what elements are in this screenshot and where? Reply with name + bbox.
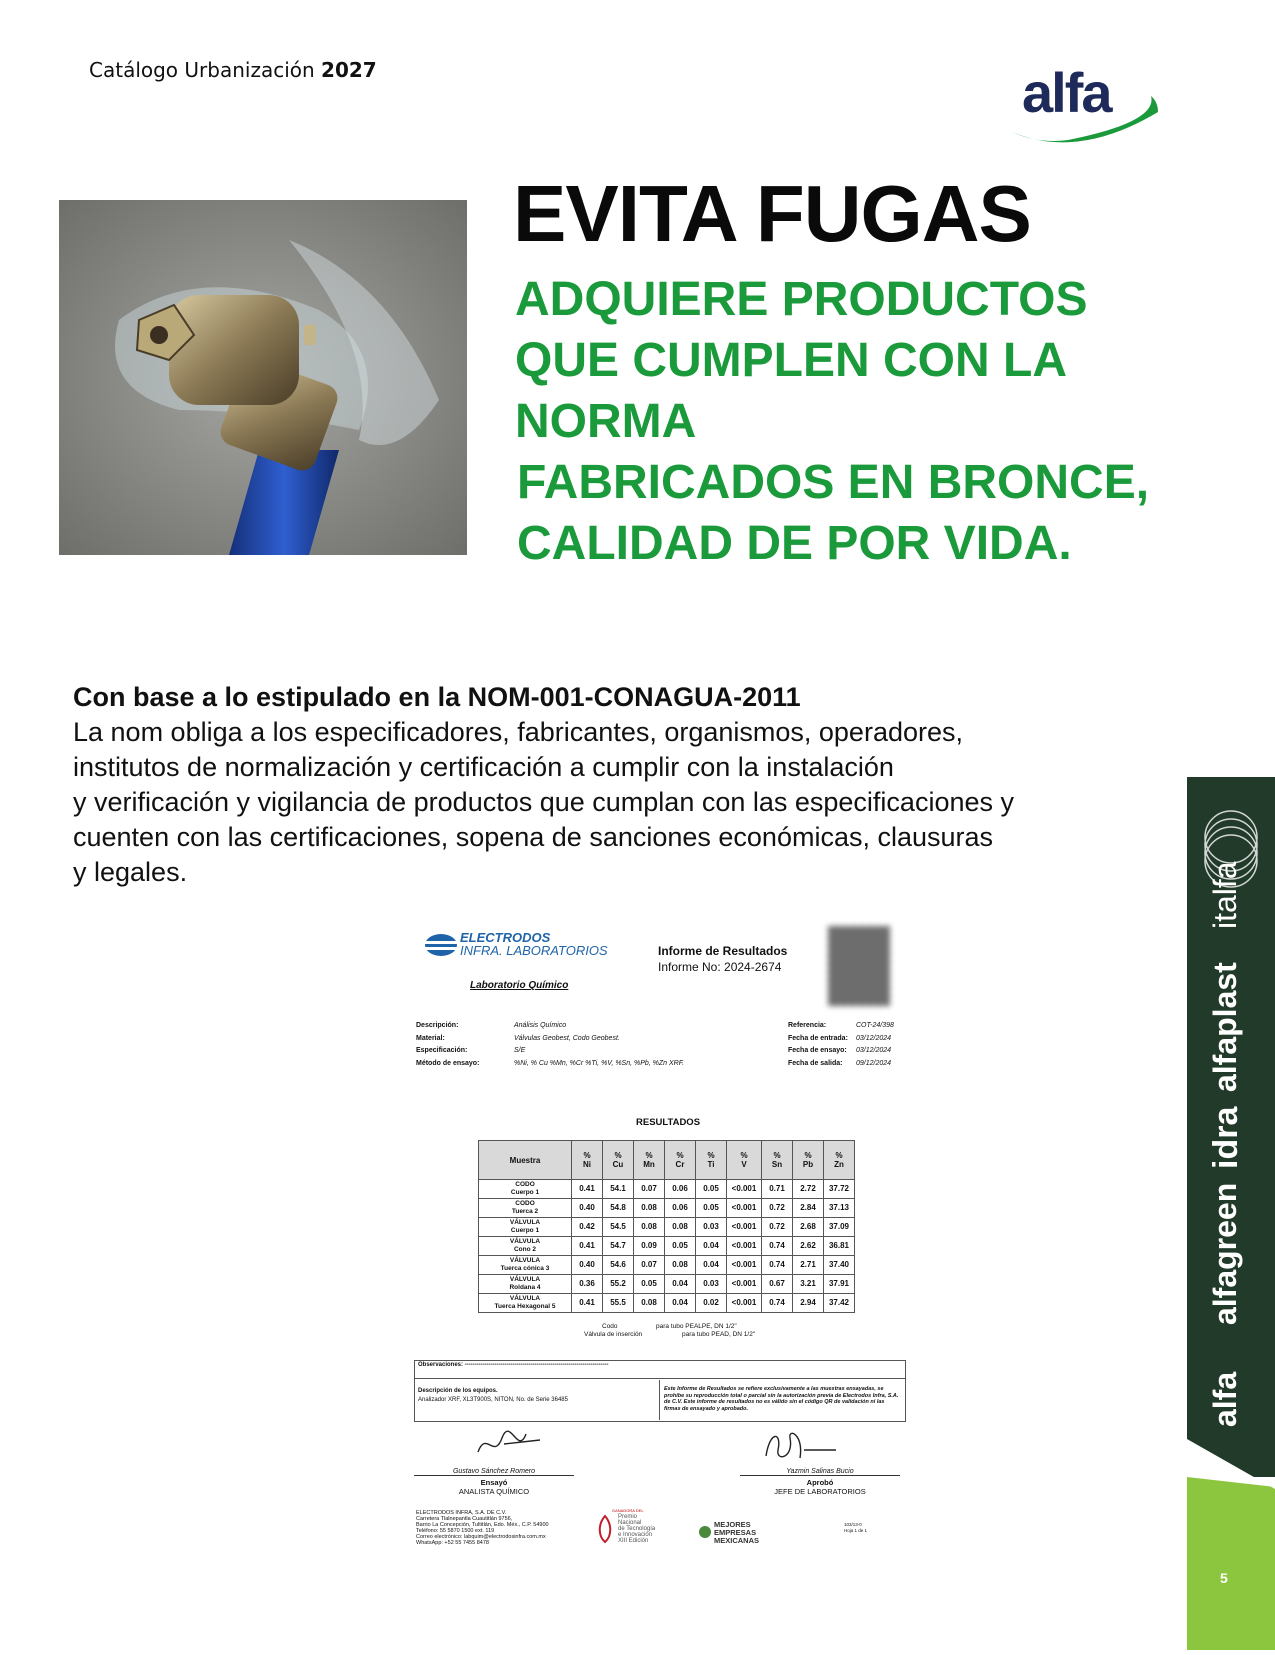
report-number: Informe No: 2024-2674: [658, 960, 782, 974]
meta-key: Descripción:: [416, 1022, 459, 1029]
result-value-cell: <0.001: [727, 1275, 762, 1294]
result-value-cell: 0.05: [665, 1237, 696, 1256]
sample-name-cell: CODO Tuerca 2: [479, 1199, 572, 1218]
signature-block-right: [740, 1468, 900, 1496]
award-line: Premio: [618, 1514, 638, 1520]
results-header-cell: Muestra: [479, 1141, 572, 1180]
results-title: RESULTADOS: [636, 1117, 701, 1128]
brand-alfaplast: alfaplast: [1207, 962, 1243, 1092]
lab-logo-mark: [424, 932, 458, 958]
result-value-cell: 0.41: [572, 1180, 603, 1199]
result-value-cell: <0.001: [727, 1199, 762, 1218]
results-row: [479, 1218, 855, 1237]
signer-role: Ensayó: [480, 1478, 508, 1487]
meta-value: 09/12/2024: [856, 1059, 892, 1067]
result-value-cell: 0.08: [634, 1294, 665, 1313]
result-value-cell: 0.41: [572, 1294, 603, 1313]
results-row: [479, 1199, 855, 1218]
result-value-cell: 3.21: [793, 1275, 824, 1294]
result-value-cell: 2.84: [793, 1199, 824, 1218]
results-body: [479, 1180, 855, 1313]
result-value-cell: 54.6: [603, 1256, 634, 1275]
note-valvula-desc: para tubo PEAD, DN 1/2": [682, 1331, 756, 1338]
result-value-cell: 36.81: [824, 1237, 855, 1256]
result-value-cell: 54.5: [603, 1218, 634, 1237]
address-line: ELECTRODOS INFRA, S.A. DE C.V.: [416, 1510, 507, 1516]
result-value-cell: 0.08: [665, 1218, 696, 1237]
observations-label: Observaciones: ------------------------------------------------------------------------: [415, 1361, 905, 1379]
result-value-cell: 0.40: [572, 1199, 603, 1218]
meta-key: Referencia:: [788, 1022, 827, 1029]
address-line: Barrio La Concepción, Tultitlán, Edo. Méx., C.P. 54900: [416, 1522, 549, 1528]
intro-title: Con base a lo estipulado en la NOM-001-CONAGUA-2011: [73, 682, 801, 712]
results-row: [479, 1180, 855, 1199]
award-line: MEJORES: [714, 1520, 751, 1529]
result-value-cell: 0.42: [572, 1218, 603, 1237]
results-header-cell: % Cu: [603, 1141, 634, 1180]
meta-value: Válvulas Geobest, Codo Geobest.: [514, 1034, 620, 1042]
results-header-cell: % V: [727, 1141, 762, 1180]
brand-alfagreen: alfagreen: [1207, 1182, 1243, 1325]
award-line: MEXICANAS: [714, 1536, 760, 1545]
award-line: Nacional: [618, 1520, 642, 1526]
results-header-row: [479, 1141, 855, 1180]
result-value-cell: 37.40: [824, 1256, 855, 1275]
result-value-cell: 0.74: [762, 1256, 793, 1275]
equipment-label: Descripción de los equipos.: [418, 1388, 498, 1394]
page-number: 5: [1220, 1570, 1228, 1586]
result-value-cell: 0.36: [572, 1275, 603, 1294]
intro-line: y legales.: [73, 857, 188, 887]
qr-code: [828, 926, 890, 1006]
signature-block-left: [414, 1468, 574, 1496]
result-value-cell: <0.001: [727, 1237, 762, 1256]
intro-line: y verificación y vigilancia de productos que cumplan con las especificaciones y: [73, 787, 1014, 817]
lab-name: Laboratorio Químico: [470, 980, 569, 991]
leaking-valve-photo: [59, 200, 467, 555]
result-value-cell: <0.001: [727, 1294, 762, 1313]
result-value-cell: 2.71: [793, 1256, 824, 1275]
result-value-cell: 37.13: [824, 1199, 855, 1218]
result-value-cell: 0.05: [696, 1199, 727, 1218]
catalog-title: [89, 58, 377, 82]
result-value-cell: 0.08: [665, 1256, 696, 1275]
results-header-cell: % Ti: [696, 1141, 727, 1180]
meta-key: Fecha de salida:: [788, 1059, 843, 1067]
meta-value: Análisis Químico: [514, 1022, 567, 1029]
result-value-cell: 0.72: [762, 1218, 793, 1237]
result-value-cell: 2.72: [793, 1180, 824, 1199]
sample-name-cell: VÁLVULA Cuerpo 1: [479, 1218, 572, 1237]
result-value-cell: 0.03: [696, 1218, 727, 1237]
intro-paragraph: [73, 680, 1133, 890]
result-value-cell: 0.07: [634, 1256, 665, 1275]
catalog-label: Catálogo Urbanización: [89, 58, 315, 82]
result-value-cell: 0.40: [572, 1256, 603, 1275]
result-value-cell: 37.42: [824, 1294, 855, 1313]
result-value-cell: 0.09: [634, 1237, 665, 1256]
results-header-cell: % Zn: [824, 1141, 855, 1180]
results-table: [478, 1140, 855, 1313]
result-value-cell: 54.1: [603, 1180, 634, 1199]
meta-key: Material:: [416, 1034, 445, 1042]
result-value-cell: 0.71: [762, 1180, 793, 1199]
meta-value: 03/12/2024: [856, 1047, 892, 1054]
result-value-cell: 37.91: [824, 1275, 855, 1294]
brand-italfa: italfa: [1207, 861, 1243, 929]
form-code-value: 103/13-0: [844, 1522, 862, 1527]
form-code: [844, 1522, 867, 1534]
result-value-cell: 2.62: [793, 1237, 824, 1256]
result-value-cell: 55.5: [603, 1294, 634, 1313]
result-value-cell: 0.74: [762, 1237, 793, 1256]
subheadline-line-2: QUE CUMPLEN CON LA: [515, 334, 1067, 387]
results-row: [479, 1256, 855, 1275]
meta-value: COT-24/398: [856, 1022, 894, 1029]
result-value-cell: 0.08: [634, 1199, 665, 1218]
signature-left: [474, 1426, 544, 1462]
observations-box: [414, 1360, 906, 1422]
results-header-cell: % Ni: [572, 1141, 603, 1180]
sample-name-cell: CODO Cuerpo 1: [479, 1180, 572, 1199]
address-line: Teléfono: 55 5870 1500 ext. 119: [416, 1528, 495, 1534]
meta-key: Fecha de entrada:: [788, 1034, 848, 1042]
subheadline-line-3: NORMA: [515, 395, 697, 448]
award-top: GANADORA DEL: [612, 1508, 644, 1513]
brand-sidebar: [1187, 777, 1275, 1650]
note-valvula: Válvula de inserción: [584, 1331, 643, 1338]
disclaimer: Este Informe de Resultados se refiere exclusivamente a las muestras ensayadas, se prohíbe su reproducción total o parcial sin la autorización previa de Electrodos Infra, S.A. de C.V. Este informe de resultados no es válido sin el código QR de validación ni las firmas de ensayado y aprobado.: [664, 1386, 899, 1412]
lab-report: [410, 920, 910, 1565]
result-value-cell: 0.74: [762, 1294, 793, 1313]
results-row: [479, 1275, 855, 1294]
result-value-cell: 0.67: [762, 1275, 793, 1294]
intro-line: cuenten con las certificaciones, sopena de sanciones económicas, clausuras: [73, 822, 994, 852]
signer-name: Yazmin Salinas Bucio: [786, 1468, 854, 1475]
report-meta-right: [788, 1020, 894, 1070]
sample-name-cell: VÁLVULA Tuerca cónica 3: [479, 1256, 572, 1275]
result-value-cell: 0.72: [762, 1199, 793, 1218]
brand-idra: idra: [1207, 1106, 1245, 1169]
logo-text: alfa: [1022, 61, 1111, 124]
meta-value: S/E: [514, 1047, 526, 1054]
alfa-logo: [1008, 60, 1168, 150]
subheadline-line-1: ADQUIERE PRODUCTOS: [515, 273, 1088, 326]
lab-logo-line-1: ELECTRODOS: [460, 930, 551, 945]
subheadline-line-4: FABRICADOS EN BRONCE,: [517, 456, 1150, 509]
meta-value: 03/12/2024: [856, 1034, 892, 1042]
signer-title: ANALISTA QUÍMICO: [458, 1487, 530, 1496]
brand-alfa: alfa: [1207, 1371, 1243, 1427]
result-value-cell: 54.7: [603, 1237, 634, 1256]
meta-key: Fecha de ensayo:: [788, 1047, 847, 1054]
sample-name-cell: VÁLVULA Cono 2: [479, 1237, 572, 1256]
award-flame-icon: [596, 1514, 614, 1544]
award-line: EMPRESAS: [714, 1528, 757, 1537]
result-value-cell: 54.8: [603, 1199, 634, 1218]
result-value-cell: 0.04: [696, 1237, 727, 1256]
result-value-cell: 0.03: [696, 1275, 727, 1294]
results-header-cell: % Cr: [665, 1141, 696, 1180]
address-line: Correo electrónico: labquim@electrodosinfra.com.mx: [416, 1534, 546, 1540]
result-value-cell: 37.09: [824, 1218, 855, 1237]
result-value-cell: 0.06: [665, 1199, 696, 1218]
award-line: XIII Edición: [618, 1538, 649, 1544]
result-value-cell: <0.001: [727, 1218, 762, 1237]
result-value-cell: 0.41: [572, 1237, 603, 1256]
result-value-cell: 2.94: [793, 1294, 824, 1313]
signer-title: JEFE DE LABORATORIOS: [774, 1487, 866, 1496]
result-value-cell: 0.07: [634, 1180, 665, 1199]
award-leaf-icon: [698, 1521, 712, 1543]
award-line: de Tecnología: [618, 1526, 656, 1532]
signer-name: Gustavo Sánchez Romero: [452, 1468, 536, 1475]
result-value-cell: 37.72: [824, 1180, 855, 1199]
intro-line: La nom obliga a los especificadores, fabricantes, organismos, operadores,: [73, 717, 963, 747]
sample-name-cell: VÁLVULA Tuerca Hexagonal 5: [479, 1294, 572, 1313]
result-value-cell: 0.02: [696, 1294, 727, 1313]
award-mejores-empresas: [714, 1521, 759, 1545]
intro-line: institutos de normalización y certificación a cumplir con la instalación: [73, 752, 894, 782]
lab-logo: [424, 930, 624, 958]
lab-logo-line-2: INFRA. LABORATORIOS: [460, 943, 608, 958]
award-premio-nacional: [596, 1508, 655, 1544]
address-line: Carretera Tlalnepantla Cuautitlán 9756,: [416, 1516, 513, 1522]
result-value-cell: 0.05: [696, 1180, 727, 1199]
result-value-cell: <0.001: [727, 1180, 762, 1199]
result-value-cell: 0.08: [634, 1218, 665, 1237]
equipment-cell: [415, 1380, 660, 1420]
result-value-cell: 0.05: [634, 1275, 665, 1294]
page-of: Hoja 1 de 1: [844, 1528, 868, 1533]
address-line: WhatsApp: +52 55 7455 8478: [416, 1540, 489, 1546]
signature-right: [760, 1428, 840, 1464]
result-value-cell: 55.2: [603, 1275, 634, 1294]
report-meta-left: [416, 1020, 684, 1070]
result-value-cell: <0.001: [727, 1256, 762, 1275]
signer-role: Aprobó: [806, 1478, 834, 1487]
result-value-cell: 0.06: [665, 1180, 696, 1199]
lab-address: [416, 1510, 549, 1546]
result-value-cell: 0.04: [665, 1294, 696, 1313]
note-codo-desc: para tubo PEALPE, DN 1/2": [656, 1323, 737, 1330]
meta-value: %Ni, % Cu %Mn, %Cr %Ti, %V, %Sn, %Pb, %Zn XRF.: [514, 1059, 685, 1067]
meta-key: Especificación:: [416, 1047, 468, 1054]
equipment-value: Analizador XRF, XL3T900S, NITON, No. de Serie 36485: [418, 1397, 568, 1403]
subheadline-line-5: CALIDAD DE POR VIDA.: [517, 517, 1072, 570]
results-row: [479, 1237, 855, 1256]
award-line: e Innovación: [618, 1532, 653, 1538]
results-row: [479, 1294, 855, 1313]
results-header-cell: % Pb: [793, 1141, 824, 1180]
note-codo: Codo: [602, 1323, 618, 1330]
results-header-cell: % Mn: [634, 1141, 665, 1180]
catalog-year: 2027: [321, 58, 377, 82]
meta-key: Método de ensayo:: [416, 1059, 480, 1067]
sample-name-cell: VÁLVULA Roldana 4: [479, 1275, 572, 1294]
result-value-cell: 0.04: [696, 1256, 727, 1275]
headline: EVITA FUGAS: [513, 169, 1031, 258]
result-value-cell: 0.04: [665, 1275, 696, 1294]
report-title: Informe de Resultados: [658, 944, 788, 958]
results-header-cell: % Sn: [762, 1141, 793, 1180]
result-value-cell: 2.68: [793, 1218, 824, 1237]
